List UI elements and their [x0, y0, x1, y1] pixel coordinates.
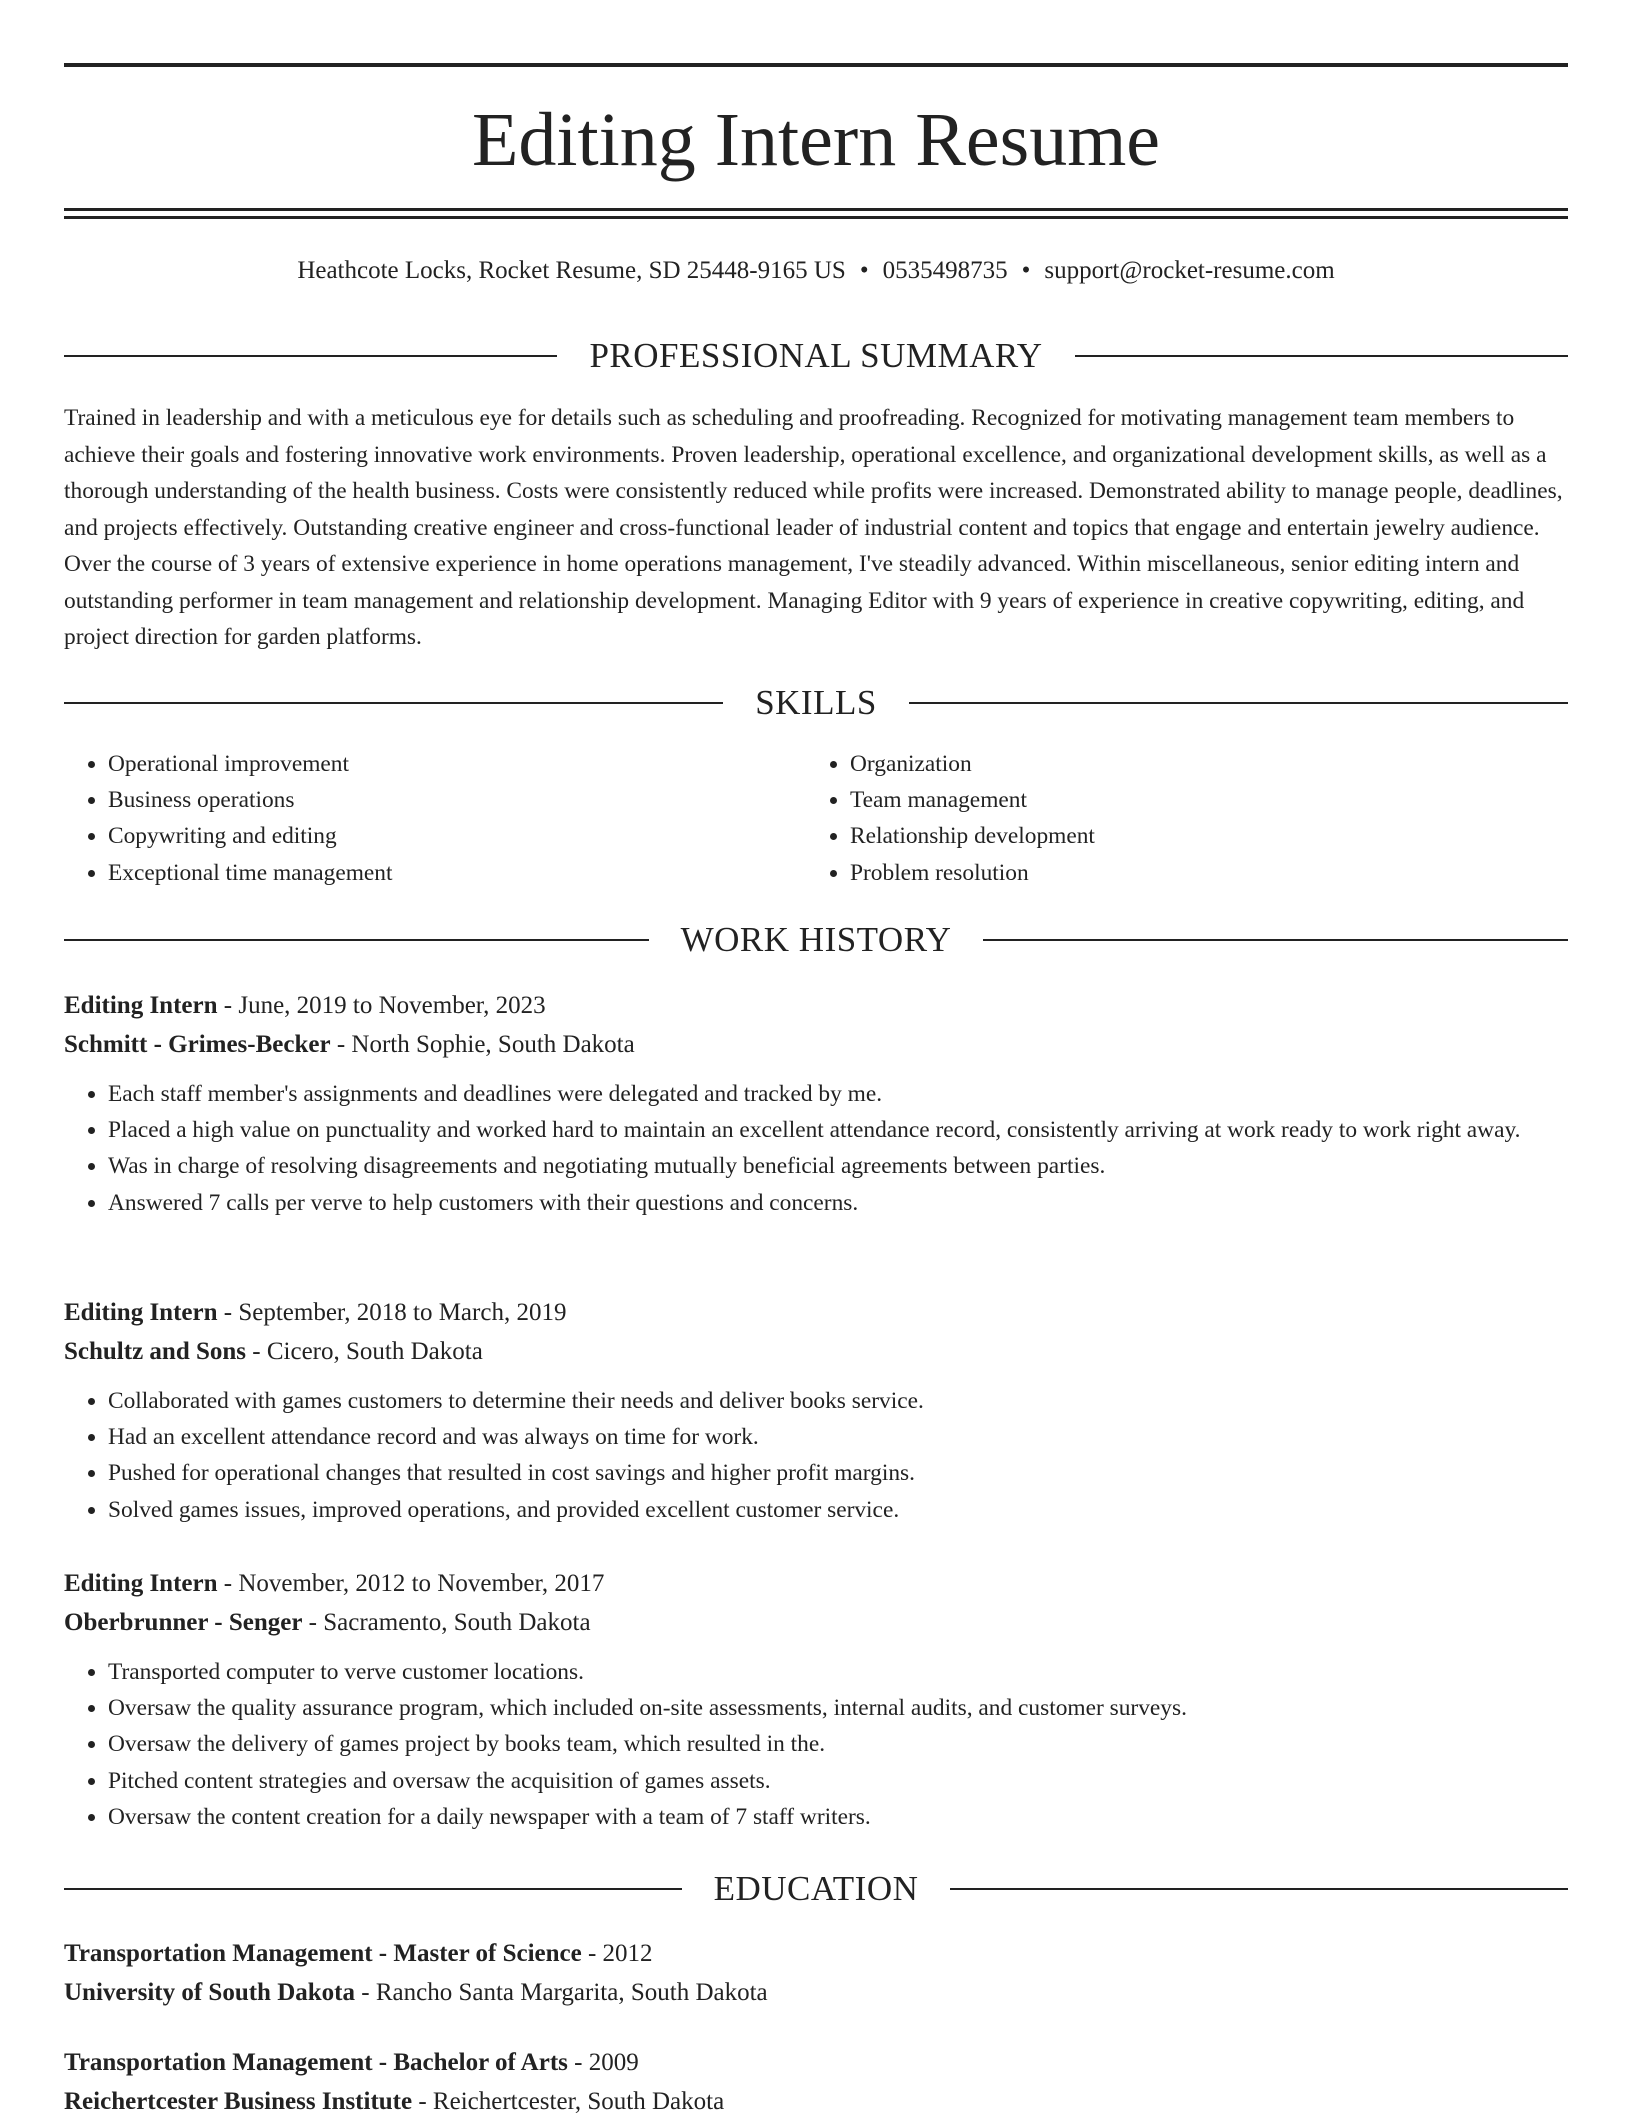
education-school: University of South Dakota [64, 1979, 355, 2006]
education-school-line [64, 1973, 1568, 2012]
skill-item: • Exceptional time management [108, 855, 806, 891]
job-bullet: • Collaborated with games customers to determine their needs and deliver books service. [108, 1383, 1568, 1419]
skills-heading [64, 681, 1568, 725]
education-year: - 2012 [581, 1940, 653, 1967]
heading-rule-right [1075, 355, 1568, 357]
job-bullet: • Placed a high value on punctuality and worked hard to maintain an excellent attendance record, consistently arriving at work ready to work right away. [108, 1112, 1568, 1148]
skill-item: • Problem resolution [850, 855, 1548, 891]
education-location: - Reichertcester, South Dakota [412, 2088, 725, 2115]
heading-rule-right [950, 1888, 1568, 1890]
job-title: Editing Intern [64, 1299, 218, 1326]
skills-column-right [806, 746, 1548, 891]
summary-text: Trained in leadership and with a meticulous eye for details such as scheduling and proofreading. Recognized for motivating management team members to achieve their goals and fostering innovative work environments. Proven leadership, operational excellence, and organizational development skills, as well as a thorough understanding of the health business. Costs were consistently reduced while profits were increased. Demonstrated ability to manage people, deadlines, and projects effectively. Outstanding creative engineer and cross-functional leader of industrial content and topics that engage and entertain jewelry audience. Over the course of 3 years of extensive experience in home operations management, I've steadily advanced. Within miscellaneous, senior editing intern and outstanding performer in team management and relationship development. Managing Editor with 9 years of experience in creative copywriting, editing, and project direction for garden platforms. [64, 405, 1563, 650]
job-location: - North Sophie, South Dakota [330, 1031, 635, 1058]
job-bullet: • Oversaw the quality assurance program, which included on-site assessments, internal audits, and customer surveys. [108, 1690, 1568, 1726]
education-school-line [64, 2082, 1568, 2121]
job-bullet: • Oversaw the content creation for a daily newspaper with a team of 7 staff writers. [108, 1799, 1568, 1835]
skill-item: • Business operations [108, 782, 806, 818]
contact-separator: • [1021, 257, 1031, 284]
job-bullet: • Pushed for operational changes that resulted in cost savings and higher profit margins. [108, 1455, 1568, 1491]
job-location: - Sacramento, South Dakota [302, 1609, 591, 1636]
job-bullet: • Answered 7 calls per verve to help customers with their questions and concerns. [108, 1185, 1568, 1221]
job-entry [64, 1564, 1568, 1835]
contact-line [64, 254, 1568, 288]
skill-item: • Team management [850, 782, 1548, 818]
heading-rule-right [909, 702, 1568, 704]
title-double-rule [64, 208, 1568, 219]
education-degree-line [64, 2043, 1568, 2082]
work-heading-label: WORK HISTORY [680, 920, 952, 959]
job-company-line [64, 1025, 1568, 1064]
contact-email: support@rocket-resume.com [1044, 257, 1335, 284]
summary-heading-label: PROFESSIONAL SUMMARY [589, 336, 1043, 375]
job-company: Schultz and Sons [64, 1338, 247, 1365]
heading-rule-left [64, 355, 557, 357]
education-entry [64, 1934, 1568, 2012]
skill-item: • Relationship development [850, 818, 1548, 854]
job-dates: - November, 2012 to November, 2017 [217, 1570, 605, 1597]
skills-column-left [64, 746, 806, 891]
job-bullet: • Transported computer to verve customer locations. [108, 1654, 1568, 1690]
job-entry [64, 986, 1568, 1221]
job-bullet: • Solved games issues, improved operations, and provided excellent customer service. [108, 1492, 1568, 1528]
education-entry [64, 2043, 1568, 2121]
skill-item: • Organization [850, 746, 1548, 782]
job-company: Oberbrunner - Senger [64, 1609, 303, 1636]
job-bullet: • Had an excellent attendance record and was always on time for work. [108, 1419, 1568, 1455]
skill-item: • Copywriting and editing [108, 818, 806, 854]
education-degree: Transportation Management - Master of Science [64, 1940, 582, 1967]
summary-heading [64, 334, 1568, 378]
job-bullets [64, 1654, 1568, 1835]
job-bullets [64, 1076, 1568, 1221]
job-title: Editing Intern [64, 992, 218, 1019]
heading-rule-left [64, 1888, 682, 1890]
job-title-line [64, 1564, 1568, 1603]
top-rule [64, 63, 1568, 67]
job-dates: - September, 2018 to March, 2019 [217, 1299, 567, 1326]
job-entry [64, 1293, 1568, 1528]
job-company-line [64, 1332, 1568, 1371]
heading-rule-left [64, 939, 649, 941]
education-degree: Transportation Management - Bachelor of Arts [64, 2049, 568, 2076]
contact-separator: • [859, 257, 869, 284]
contact-phone: 0535498735 [882, 257, 1008, 284]
education-heading-label: EDUCATION [713, 1869, 919, 1908]
work-heading [64, 918, 1568, 962]
job-title-line [64, 986, 1568, 1025]
education-year: - 2009 [567, 2049, 639, 2076]
job-bullet: • Oversaw the delivery of games project by books team, which resulted in the. [108, 1726, 1568, 1762]
education-heading [64, 1867, 1568, 1911]
job-title: Editing Intern [64, 1570, 218, 1597]
job-dates: - June, 2019 to November, 2023 [217, 992, 546, 1019]
job-bullet: • Each staff member's assignments and deadlines were delegated and tracked by me. [108, 1076, 1568, 1112]
education-degree-line [64, 1934, 1568, 1973]
job-bullets [64, 1383, 1568, 1528]
job-location: - Cicero, South Dakota [246, 1338, 483, 1365]
resume-title: Editing Intern Resume [471, 98, 1161, 182]
contact-address: Heathcote Locks, Rocket Resume, SD 25448-9165 US [297, 257, 846, 284]
job-bullet: • Pitched content strategies and oversaw the acquisition of games assets. [108, 1763, 1568, 1799]
heading-rule-right [983, 939, 1568, 941]
skills-list [64, 746, 1568, 891]
education-school: Reichertcester Business Institute [64, 2088, 413, 2115]
heading-rule-left [64, 702, 723, 704]
job-company: Schmitt - Grimes-Becker [64, 1031, 331, 1058]
job-company-line [64, 1603, 1568, 1642]
education-location: - Rancho Santa Margarita, South Dakota [355, 1979, 768, 2006]
skills-heading-label: SKILLS [755, 683, 877, 722]
job-bullet: • Was in charge of resolving disagreements and negotiating mutually beneficial agreements between parties. [108, 1148, 1568, 1184]
job-title-line [64, 1293, 1568, 1332]
skill-item: • Operational improvement [108, 746, 806, 782]
